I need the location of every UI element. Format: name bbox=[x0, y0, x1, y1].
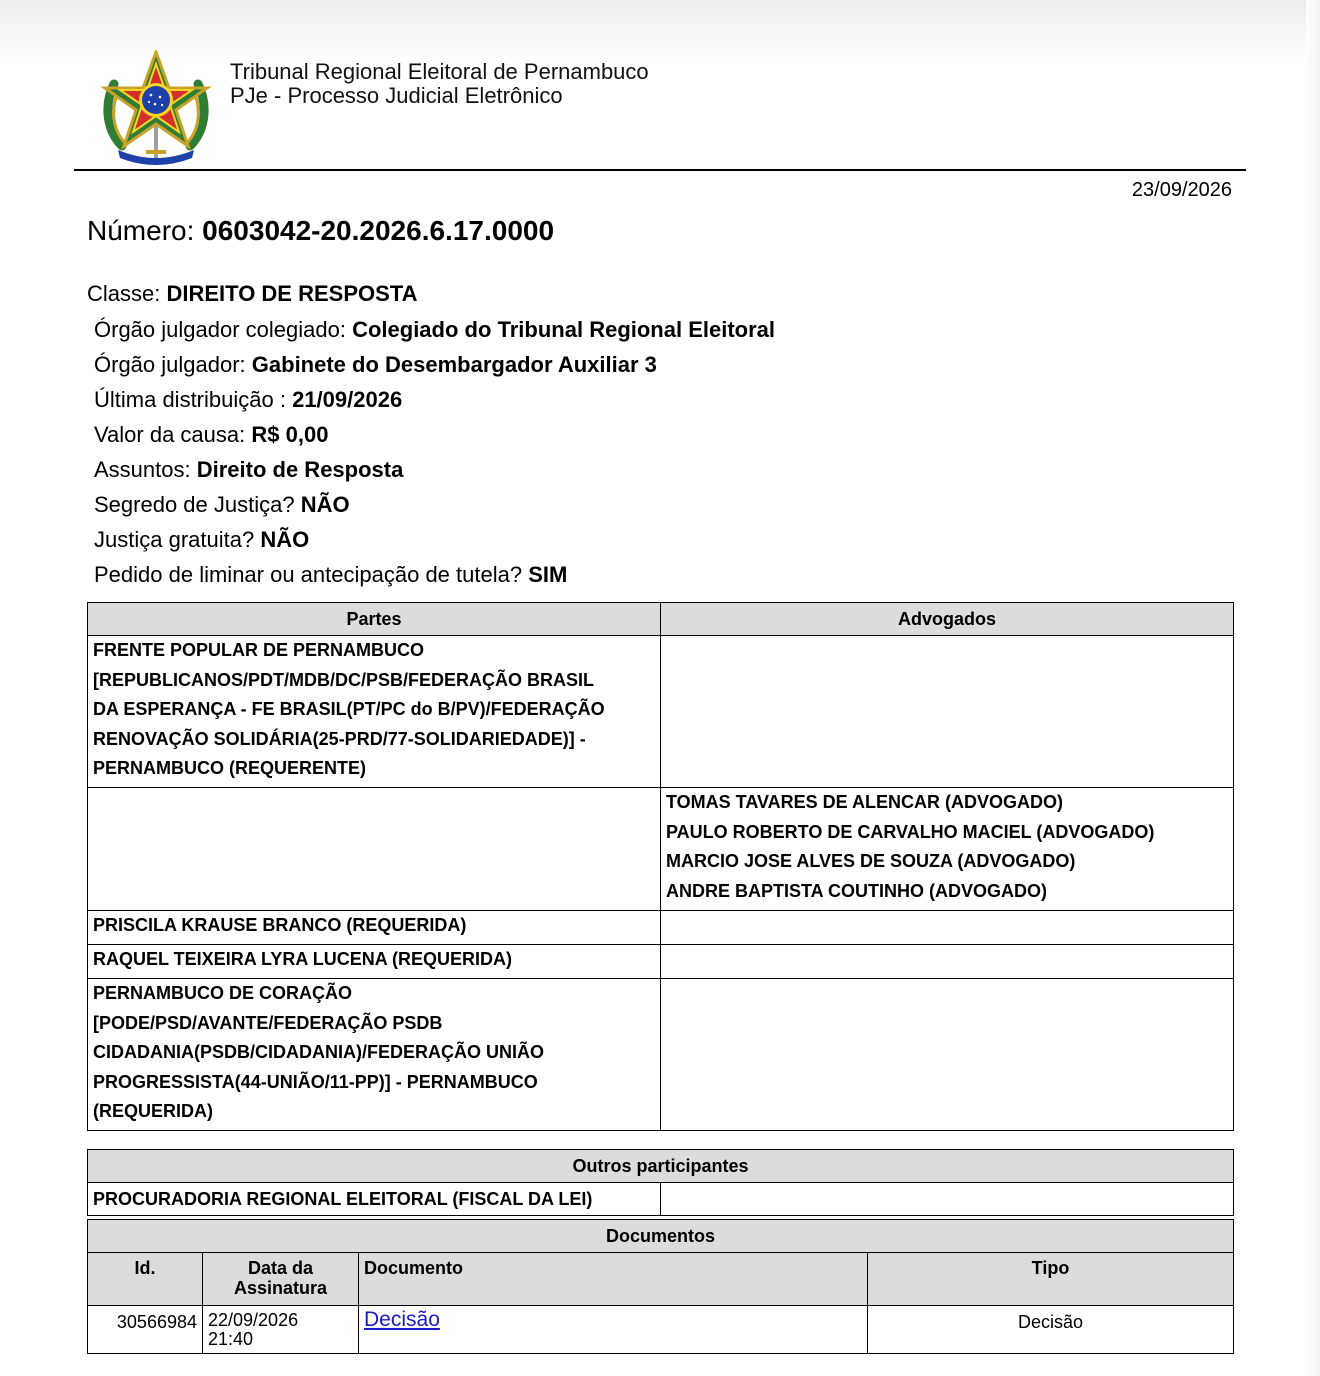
meta-value: Colegiado do Tribunal Regional Eleitoral bbox=[352, 317, 776, 342]
advogado-cell bbox=[661, 788, 1234, 911]
parte-line: DA ESPERANÇA - FE BRASIL(PT/PC do B/PV)/FEDERAÇÃO bbox=[93, 699, 605, 719]
documentos-table bbox=[87, 1219, 1234, 1354]
doc-documento-cell bbox=[359, 1306, 868, 1354]
advogado-line: PAULO ROBERTO DE CARVALHO MACIEL (ADVOGADO) bbox=[666, 821, 1155, 842]
meta-value: Direito de Resposta bbox=[196, 457, 404, 482]
parte-line: [REPUBLICANOS/PDT/MDB/DC/PSB/FEDERAÇÃO BRASIL bbox=[93, 669, 595, 690]
meta-orgao-colegiado bbox=[94, 316, 775, 351]
parte-line: PERNAMBUCO (REQUERENTE) bbox=[93, 758, 367, 778]
outros-participantes-table bbox=[87, 1149, 1234, 1216]
parte-line: PROGRESSISTA(44-UNIÃO/11-PP)] - PERNAMBUCO bbox=[93, 1071, 538, 1092]
parte-line: RENOVAÇÃO SOLIDÁRIA(25-PRD/77-SOLIDARIEDADE)] - bbox=[93, 728, 586, 749]
col-data-assinatura: Data da Assinatura bbox=[203, 1253, 359, 1306]
meta-justica-gratuita bbox=[94, 526, 775, 561]
process-number-value: 0603042-20.2026.6.17.0000 bbox=[202, 215, 555, 246]
advogado-cell bbox=[661, 945, 1234, 979]
meta-label: Justiça gratuita? bbox=[94, 527, 255, 552]
partes-table bbox=[87, 602, 1234, 1131]
parte-line: PERNAMBUCO DE CORAÇÃO bbox=[93, 983, 353, 1003]
advogado-cell bbox=[661, 979, 1234, 1131]
meta-assuntos bbox=[94, 456, 775, 491]
process-class-label: Classe: bbox=[87, 281, 161, 306]
system-name: PJe - Processo Judicial Eletrônico bbox=[230, 83, 563, 108]
meta-value: NÃO bbox=[300, 492, 350, 517]
meta-value: Gabinete do Desembargador Auxiliar 3 bbox=[251, 352, 657, 377]
advogado-cell bbox=[661, 911, 1234, 945]
process-number bbox=[87, 215, 554, 247]
col-tipo: Tipo bbox=[868, 1253, 1234, 1306]
documentos-header: Documentos bbox=[88, 1220, 1234, 1253]
parte-cell bbox=[88, 911, 661, 945]
col-documento: Documento bbox=[359, 1253, 868, 1306]
header-divider bbox=[74, 169, 1246, 171]
table-row bbox=[88, 788, 1234, 911]
process-class-value: DIREITO DE RESPOSTA bbox=[166, 281, 418, 306]
court-name: Tribunal Regional Eleitoral de Pernambuco bbox=[230, 59, 649, 84]
meta-label: Órgão julgador colegiado: bbox=[94, 317, 346, 342]
doc-date: 22/09/2026 bbox=[208, 1310, 299, 1330]
table-row bbox=[88, 979, 1234, 1131]
parte-cell bbox=[88, 636, 661, 788]
parte-cell bbox=[88, 788, 661, 911]
brazil-coat-of-arms-icon bbox=[100, 50, 212, 166]
table-row bbox=[88, 636, 1234, 788]
meta-label: Órgão julgador: bbox=[94, 352, 246, 377]
table-row bbox=[88, 945, 1234, 979]
meta-ultima-distribuicao bbox=[94, 386, 775, 421]
meta-label: Valor da causa: bbox=[94, 422, 246, 447]
meta-valor-causa bbox=[94, 421, 775, 456]
table-row bbox=[88, 1306, 1234, 1354]
outros-header: Outros participantes bbox=[88, 1150, 1234, 1183]
partes-header: Partes bbox=[88, 603, 661, 636]
meta-label: Segredo de Justiça? bbox=[94, 492, 295, 517]
parte-line: [PODE/PSD/AVANTE/FEDERAÇÃO PSDB bbox=[93, 1012, 443, 1033]
meta-value: R$ 0,00 bbox=[251, 422, 329, 447]
parte-line: RAQUEL TEIXEIRA LYRA LUCENA (REQUERIDA) bbox=[93, 949, 513, 969]
meta-value: 21/09/2026 bbox=[292, 387, 403, 412]
col-id: Id. bbox=[88, 1253, 203, 1306]
parte-line: CIDADANIA(PSDB/CIDADANIA)/FEDERAÇÃO UNIÃO bbox=[93, 1042, 544, 1062]
meta-pedido-liminar bbox=[94, 561, 775, 596]
meta-label: Assuntos: bbox=[94, 457, 191, 482]
advogado-line: MARCIO JOSE ALVES DE SOUZA (ADVOGADO) bbox=[666, 851, 1076, 871]
court-header bbox=[230, 60, 649, 108]
meta-label: Última distribuição : bbox=[94, 387, 286, 412]
parte-line: PRISCILA KRAUSE BRANCO (REQUERIDA) bbox=[93, 915, 467, 935]
parte-line: (REQUERIDA) bbox=[93, 1101, 213, 1121]
parte-cell bbox=[88, 945, 661, 979]
doc-id: 30566984 bbox=[88, 1306, 203, 1354]
meta-value: NÃO bbox=[260, 527, 310, 552]
meta-segredo-justica bbox=[94, 491, 775, 526]
doc-link[interactable]: Decisão bbox=[364, 1308, 440, 1331]
page-edge-shade bbox=[1306, 0, 1320, 1376]
parte-cell: PROCURADORIA REGIONAL ELEITORAL (FISCAL DA LEI) bbox=[88, 1183, 661, 1216]
advogado-cell bbox=[661, 636, 1234, 788]
meta-label: Pedido de liminar ou antecipação de tutela? bbox=[94, 562, 523, 587]
table-row bbox=[88, 911, 1234, 945]
advogado-line: TOMAS TAVARES DE ALENCAR (ADVOGADO) bbox=[666, 792, 1064, 812]
table-row bbox=[88, 1183, 1234, 1216]
advogado-cell bbox=[661, 1183, 1234, 1216]
advogados-header: Advogados bbox=[661, 603, 1234, 636]
advogado-line: ANDRE BAPTISTA COUTINHO (ADVOGADO) bbox=[666, 880, 1047, 901]
process-class bbox=[87, 281, 418, 307]
process-metadata bbox=[94, 316, 775, 596]
process-number-label: Número: bbox=[87, 215, 195, 246]
print-date: 23/09/2026 bbox=[1131, 179, 1232, 201]
doc-time: 21:40 bbox=[208, 1329, 254, 1349]
meta-orgao-julgador bbox=[94, 351, 775, 386]
doc-data bbox=[203, 1306, 359, 1354]
doc-tipo: Decisão bbox=[868, 1306, 1234, 1354]
meta-value: SIM bbox=[528, 562, 568, 587]
parte-line: FRENTE POPULAR DE PERNAMBUCO bbox=[93, 640, 425, 660]
parte-cell bbox=[88, 979, 661, 1131]
